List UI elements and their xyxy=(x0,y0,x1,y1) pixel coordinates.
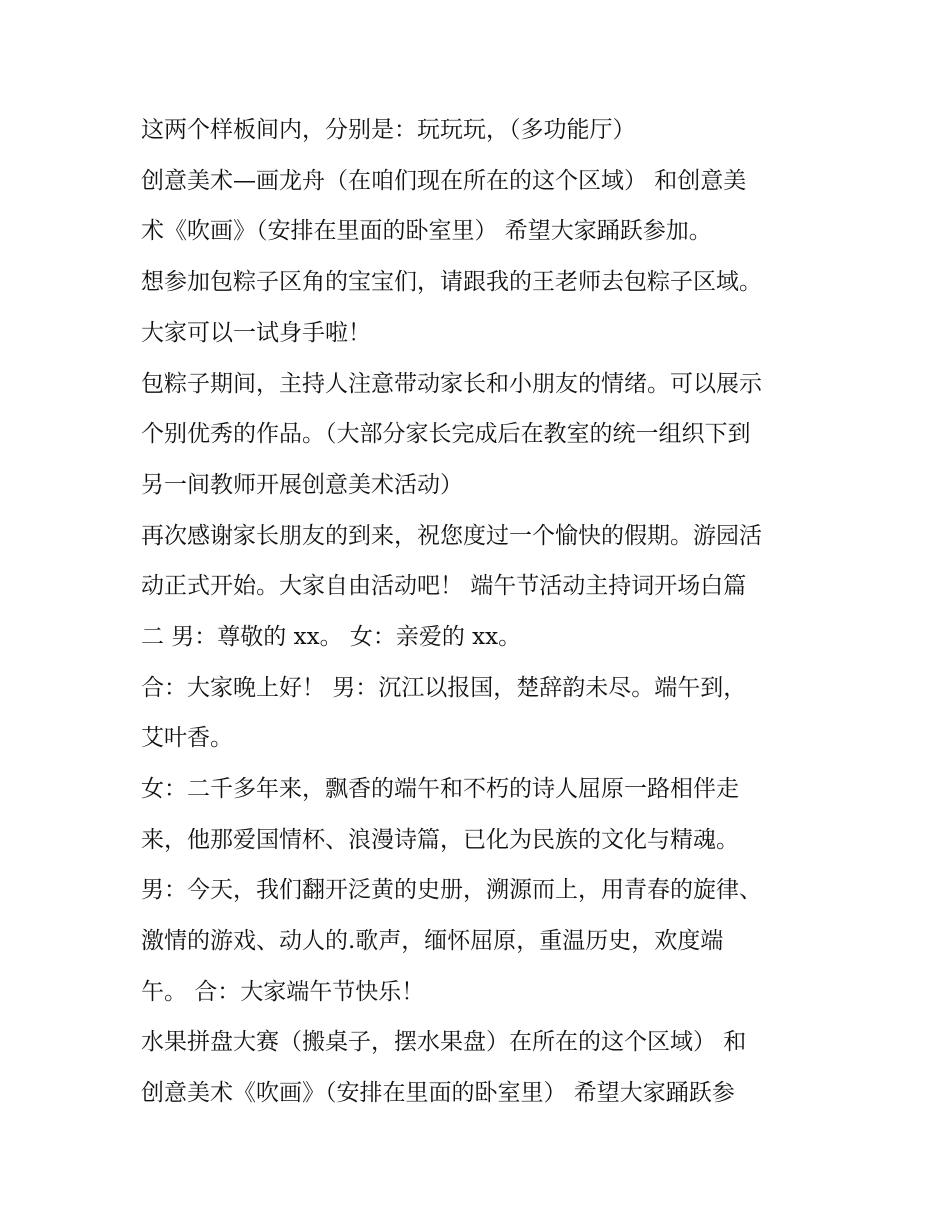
text-line: 午。 合：大家端午节快乐！ xyxy=(141,979,425,1005)
text-line: 想参加包粽子区角的宝宝们，请跟我的王老师去包粽子区域。 xyxy=(141,269,762,295)
text-line: 另一间教师开展创意美术活动） xyxy=(141,472,463,498)
text-line: 合：大家晚上好！ 男：沉江以报国，楚辞韵未尽。端午到， xyxy=(141,675,747,701)
text-line: 来，他那爱国情杯、浪漫诗篇，已化为民族的文化与精魂。 xyxy=(141,827,739,853)
text-line: 女：二千多年来，飘香的端午和不朽的诗人屈原一路相伴走 xyxy=(141,776,739,802)
text-line: 再次感谢家长朋友的到来，祝您度过一个愉快的假期。游园活 xyxy=(141,523,762,549)
text-line: 这两个样板间内，分别是：玩玩玩，（多功能厅） xyxy=(141,117,636,143)
text-line: 创意美术《吹画》（安排在里面的卧室里） 希望大家踊跃参 xyxy=(141,1080,735,1106)
text-line: 艾叶香。 xyxy=(141,725,233,751)
text-line: 大家可以一试身手啦！ xyxy=(141,320,371,346)
text-line: 水果拼盘大赛（搬桌子，摆水果盘）在所在的这个区域） 和 xyxy=(141,1029,747,1055)
text-line: 激情的游戏、动人的.歌声，缅怀屈原，重温历史，欢度端 xyxy=(141,928,724,954)
text-line: 包粽子期间，主持人注意带动家长和小朋友的情绪。可以展示 xyxy=(141,371,762,397)
text-line: 动正式开始。大家自由活动吧！ 端午节活动主持词开场白篇 xyxy=(141,573,747,599)
text-line: 二 男：尊敬的 xx。 女：亲爱的 xx。 xyxy=(141,624,522,650)
text-line: 创意美术—画龙舟（在咱们现在所在的这个区域） 和创意美 xyxy=(141,168,747,194)
text-line: 术《吹画》（安排在里面的卧室里） 希望大家踊跃参加。 xyxy=(141,218,712,244)
text-line: 男：今天，我们翻开泛黄的史册，溯源而上，用青春的旋律、 xyxy=(141,877,762,903)
text-line: 个别优秀的作品。（大部分家长完成后在教室的统一组织下到 xyxy=(141,421,751,447)
